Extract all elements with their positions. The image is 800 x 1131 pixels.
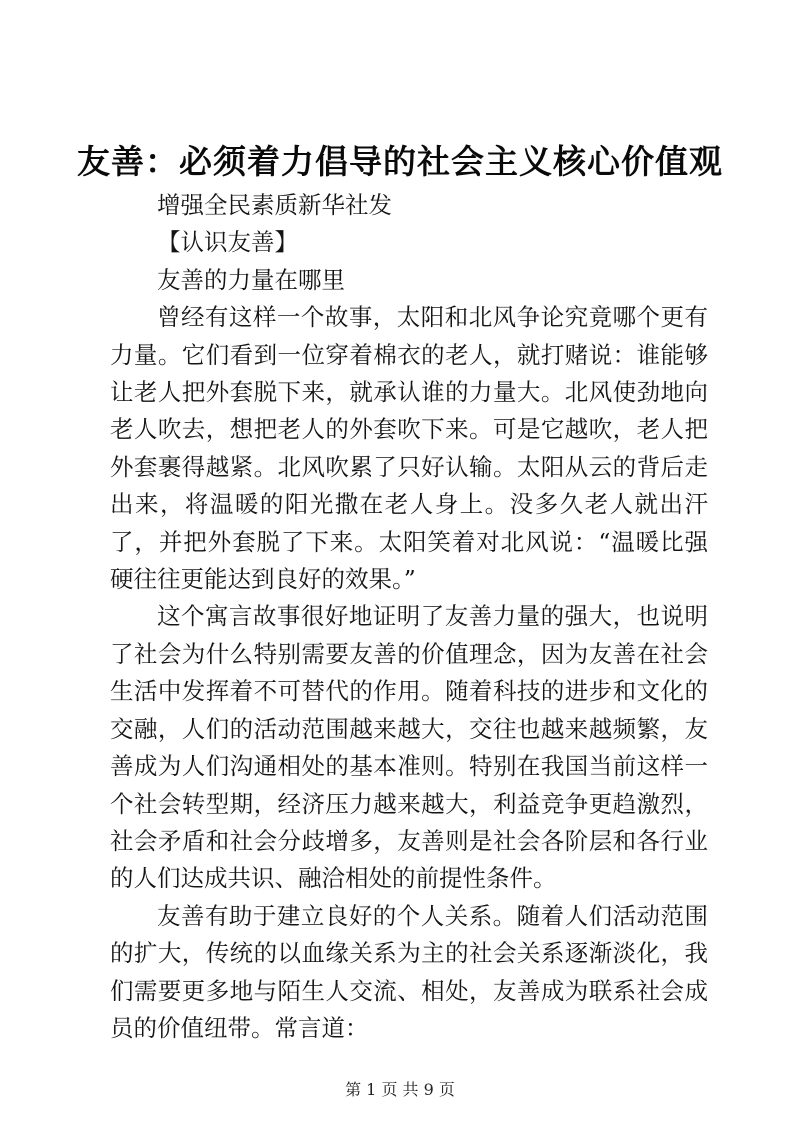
document-body	[110, 187, 708, 1047]
document-title: 友善：必须着力倡导的社会主义核心价值观	[77, 142, 723, 181]
paragraph-2: 这个寓言故事很好地证明了友善力量的强大，也说明了社会为什么特别需要友善的价值理念，因为友善在社会生活中发挥着不可替代的作用。随着科技的进步和文化的交融，人们的活动范围越来越大，交往也越来越频繁，友善成为人们沟通相处的基本准则。特别在我国当前这样一个社会转型期，经济压力越来越大，利益竞争更趋激烈，社会矛盾和社会分歧增多，友善则是社会各阶层和各行业的人们达成共识、融洽相处的前提性条件。	[110, 602, 708, 893]
subtitle-line: 增强全民素质新华社发	[157, 191, 392, 219]
paragraph-1: 曾经有这样一个故事，太阳和北风争论究竟哪个更有力量。它们看到一位穿着棉衣的老人，就打赌说：谁能够让老人把外套脱下来，就承认谁的力量大。北风使劲地向老人吹去，想把老人的外套吹下来。可是它越吹，老人把外套裹得越紧。北风吹累了只好认输。太阳从云的背后走出来，将温暖的阳光撒在老人身上。没多久老人就出汗了，并把外套脱了下来。太阳笑着对北风说：“温暖比强硬往往更能达到良好的效果。”	[110, 303, 708, 594]
section-heading: 友善的力量在哪里	[157, 265, 345, 294]
section-label: 【认识友善】	[157, 228, 298, 257]
page-footer: 第 1 页 共 9 页	[345, 1080, 455, 1099]
paragraph-3: 友善有助于建立良好的个人关系。随着人们活动范围的扩大，传统的以血缘关系为主的社会关系逐渐淡化，我们需要更多地与陌生人交流、相处，友善成为联系社会成员的价值纽带。常言道：	[110, 901, 708, 1042]
